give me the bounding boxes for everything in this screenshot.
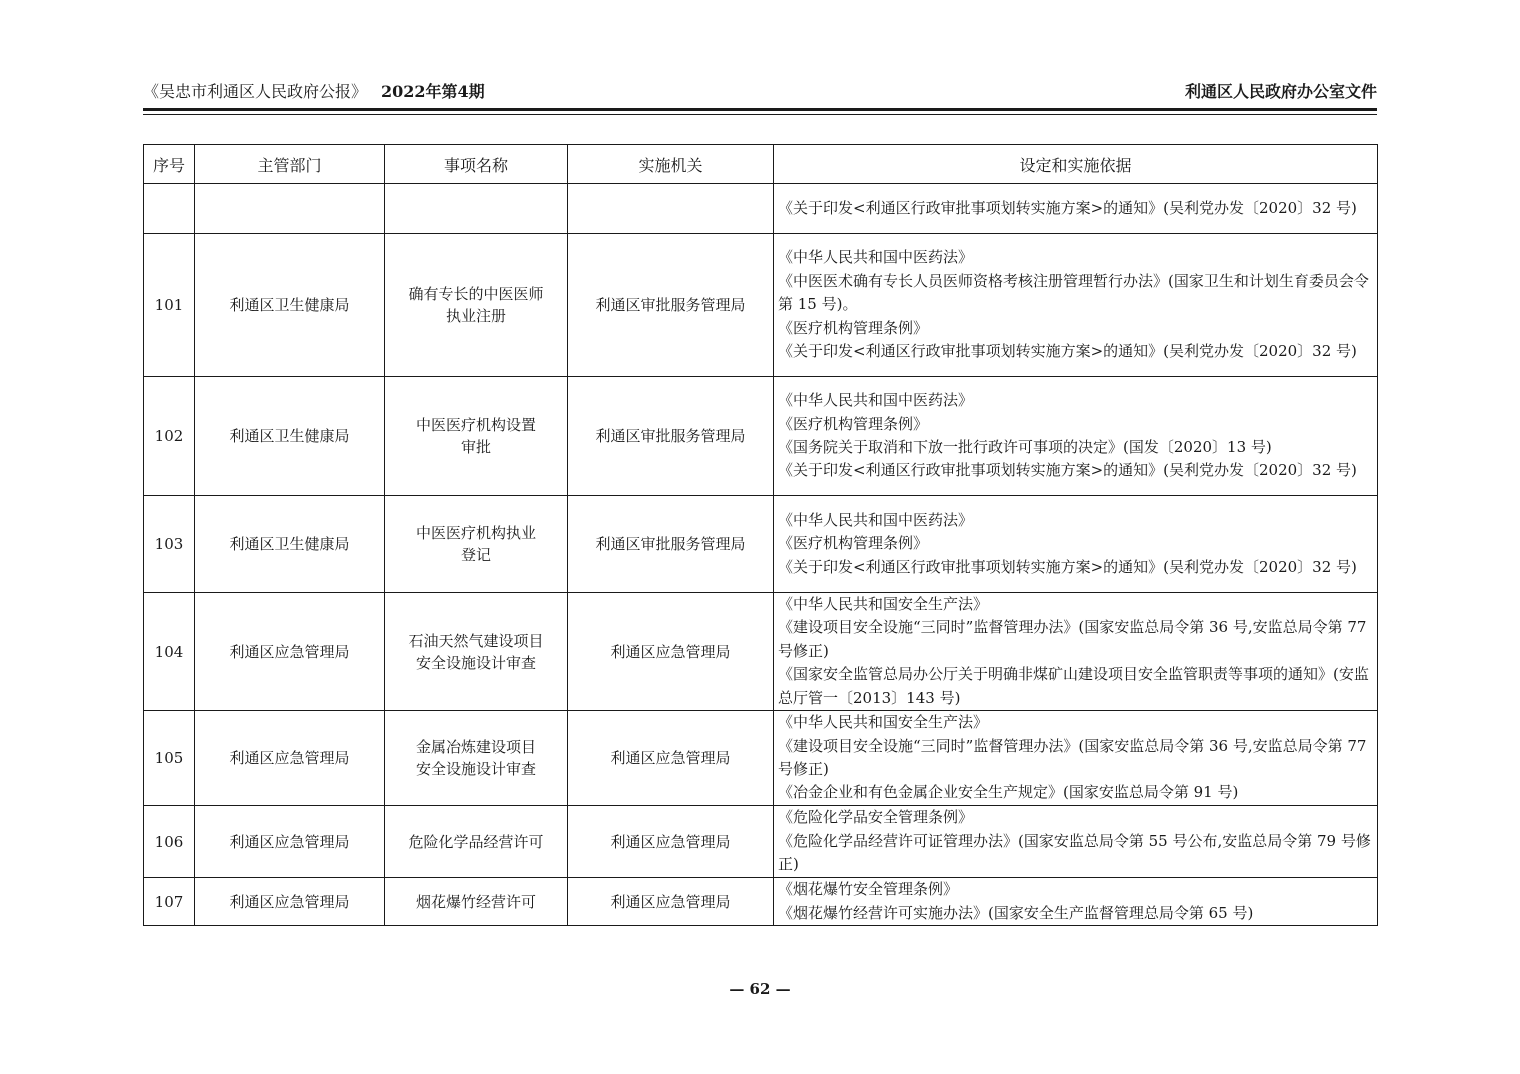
basis-line: 《关于印发<利通区行政审批事项划转实施方案>的通知》(吴利党办发〔2020〕32 号)	[778, 557, 1357, 576]
cell-item	[385, 377, 568, 496]
table-row	[144, 184, 1378, 234]
cell-basis	[774, 377, 1378, 496]
section-title: 利通区人民政府办公室文件	[1184, 82, 1377, 101]
cell-dept: 利通区应急管理局	[195, 806, 385, 878]
items-table	[143, 144, 1378, 926]
basis-line: 《国家安全监管总局办公厅关于明确非煤矿山建设项目安全监管职责等事项的通知》(安监总厅管一〔2013〕143 号)	[778, 665, 1369, 707]
item-line: 中医医疗机构设置	[415, 416, 536, 434]
cell-agency	[568, 184, 774, 234]
basis-line: 《国务院关于取消和下放一批行政许可事项的决定》(国发〔2020〕13 号)	[778, 438, 1272, 456]
page-header	[143, 80, 1377, 108]
cell-basis	[774, 184, 1378, 234]
cell-dept: 利通区应急管理局	[195, 878, 385, 926]
item-line: 确有专长的中医医师	[408, 285, 544, 303]
item-line: 登记	[460, 546, 491, 564]
col-header-agency: 实施机关	[568, 145, 774, 184]
cell-no: 102	[144, 377, 195, 496]
cell-no	[144, 184, 195, 234]
col-header-no: 序号	[144, 145, 195, 184]
col-header-dept: 主管部门	[195, 145, 385, 184]
table-row	[144, 878, 1378, 926]
basis-line: 《中华人民共和国中医药法》	[778, 248, 974, 267]
header-rule-thick	[143, 108, 1377, 111]
header-rule-thin	[143, 114, 1377, 115]
item-line: 执业注册	[445, 307, 506, 325]
basis-line: 《中华人民共和国安全生产法》	[778, 595, 989, 613]
cell-basis	[774, 234, 1378, 377]
cell-item	[385, 878, 568, 926]
cell-basis	[774, 496, 1378, 593]
table-row	[144, 593, 1378, 711]
cell-dept: 利通区卫生健康局	[195, 496, 385, 593]
publication-title: 《吴忠市利通区人民政府公报》	[143, 82, 368, 101]
cell-no: 107	[144, 878, 195, 926]
cell-no: 105	[144, 711, 195, 806]
cell-agency: 利通区审批服务管理局	[568, 377, 774, 496]
basis-line: 《关于印发<利通区行政审批事项划转实施方案>的通知》(吴利党办发〔2020〕32 号)	[778, 342, 1357, 361]
cell-agency: 利通区应急管理局	[568, 806, 774, 878]
table-row	[144, 806, 1378, 878]
cell-basis	[774, 593, 1378, 711]
cell-basis	[774, 711, 1378, 806]
basis-line: 《建设项目安全设施“三同时”监督管理办法》(国家安监总局令第 36 号,安监总局令第 77 号修正)	[778, 736, 1367, 779]
basis-line: 《冶金企业和有色金属企业安全生产规定》(国家安监总局令第 91 号)	[778, 783, 1239, 802]
basis-line: 《烟花爆竹安全管理条例》	[778, 880, 959, 899]
col-header-item: 事项名称	[385, 145, 568, 184]
item-line: 审批	[460, 438, 491, 456]
cell-dept: 利通区卫生健康局	[195, 234, 385, 377]
item-line: 烟花爆竹经营许可	[415, 892, 536, 911]
table-header-row	[144, 145, 1378, 184]
item-line: 石油天然气建设项目	[408, 631, 544, 650]
cell-agency: 利通区审批服务管理局	[568, 234, 774, 377]
cell-agency: 利通区应急管理局	[568, 593, 774, 711]
header-left	[143, 80, 485, 104]
cell-item	[385, 496, 568, 593]
basis-line: 《建设项目安全设施“三同时”监督管理办法》(国家安监总局令第 36 号,安监总局令第 77 号修正)	[778, 618, 1367, 660]
cell-no: 106	[144, 806, 195, 878]
cell-dept: 利通区应急管理局	[195, 593, 385, 711]
cell-item	[385, 234, 568, 377]
basis-line: 《医疗机构管理条例》	[778, 414, 929, 433]
issue-number: 2022年第4期	[381, 82, 485, 101]
table-row	[144, 377, 1378, 496]
cell-item	[385, 711, 568, 806]
cell-basis	[774, 878, 1378, 926]
table-row	[144, 496, 1378, 593]
basis-line: 《烟花爆竹经营许可实施办法》(国家安全生产监督管理总局令第 65 号)	[778, 903, 1254, 922]
item-line: 金属冶炼建设项目	[415, 738, 536, 757]
item-line: 安全设施设计审查	[415, 653, 536, 672]
basis-line: 《危险化学品安全管理条例》	[778, 808, 974, 827]
item-line: 危险化学品经营许可	[408, 832, 544, 851]
table-row	[144, 711, 1378, 806]
basis-line: 《医疗机构管理条例》	[778, 318, 929, 337]
cell-agency: 利通区应急管理局	[568, 878, 774, 926]
basis-line: 《医疗机构管理条例》	[778, 534, 929, 553]
basis-line: 《中华人民共和国中医药法》	[778, 510, 974, 529]
table-row	[144, 234, 1378, 377]
cell-basis	[774, 806, 1378, 878]
cell-item	[385, 593, 568, 711]
table-body	[144, 184, 1378, 926]
basis-line: 《中华人民共和国中医药法》	[778, 391, 974, 410]
col-header-basis: 设定和实施依据	[774, 145, 1378, 184]
cell-item	[385, 806, 568, 878]
cell-no: 101	[144, 234, 195, 377]
cell-item	[385, 184, 568, 234]
basis-line: 《中医医术确有专长人员医师资格考核注册管理暂行办法》(国家卫生和计划生育委员会令第 15 号)。	[778, 271, 1369, 314]
basis-line: 《关于印发<利通区行政审批事项划转实施方案>的通知》(吴利党办发〔2020〕32 号)	[778, 198, 1357, 217]
cell-dept: 利通区应急管理局	[195, 711, 385, 806]
cell-no: 103	[144, 496, 195, 593]
basis-line: 《中华人民共和国安全生产法》	[778, 713, 989, 732]
cell-dept	[195, 184, 385, 234]
basis-line: 《危险化学品经营许可证管理办法》(国家安监总局令第 55 号公布,安监总局令第 79 号修正)	[778, 831, 1371, 874]
cell-no: 104	[144, 593, 195, 711]
item-line: 中医医疗机构执业	[415, 524, 536, 542]
item-line: 安全设施设计审查	[415, 760, 536, 779]
basis-line: 《关于印发<利通区行政审批事项划转实施方案>的通知》(吴利党办发〔2020〕32 号)	[778, 461, 1357, 480]
cell-agency: 利通区审批服务管理局	[568, 496, 774, 593]
cell-agency: 利通区应急管理局	[568, 711, 774, 806]
cell-dept: 利通区卫生健康局	[195, 377, 385, 496]
page-number: — 62 —	[729, 980, 791, 998]
